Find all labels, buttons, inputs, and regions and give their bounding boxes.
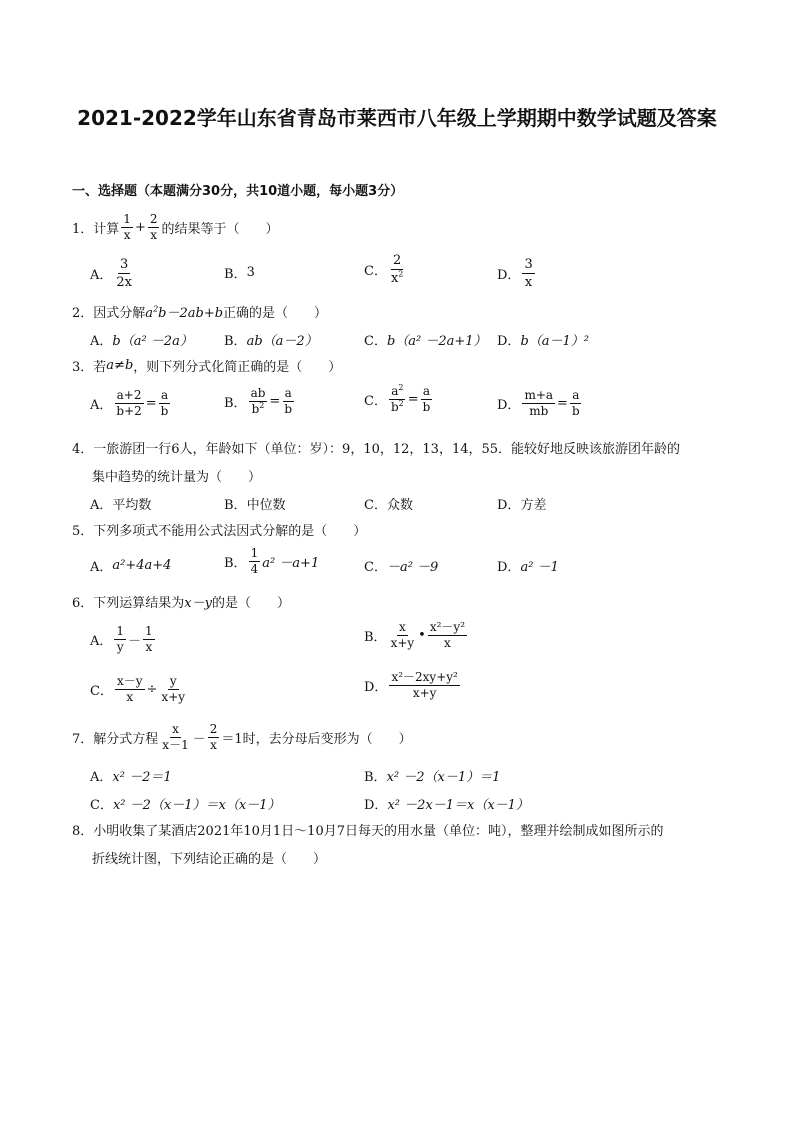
question-1 (72, 212, 279, 243)
numerator: x²－y² (429, 620, 466, 634)
fraction (389, 670, 459, 701)
question-text: 正确的是（ ） (223, 306, 328, 321)
option-d[interactable] (497, 556, 559, 575)
numerator: ab (250, 386, 266, 400)
option-text: 方差 (520, 498, 547, 513)
option-text: x² －2（x－1）＝1 (386, 770, 501, 785)
question-number: 8． (72, 824, 94, 839)
numerator: a+2 (116, 388, 142, 402)
option-label: D． (364, 680, 388, 695)
numerator: y (169, 674, 177, 688)
expression-part: a (145, 306, 154, 321)
question-text: 的结果等于（ ） (161, 222, 279, 237)
option-d[interactable] (497, 388, 584, 419)
exponent: 2 (398, 383, 404, 392)
question-8 (72, 820, 664, 839)
denominator (250, 402, 267, 417)
option-d[interactable] (364, 794, 529, 813)
denominator: mb (529, 404, 549, 418)
denominator: x (210, 738, 217, 752)
fraction (159, 674, 187, 705)
exponent: 2 (153, 304, 159, 314)
question-3 (72, 356, 341, 375)
denominator (389, 400, 406, 415)
option-d[interactable] (497, 256, 537, 291)
option-c[interactable] (364, 330, 487, 349)
denominator: x (123, 228, 131, 242)
expression: x－y (184, 596, 212, 611)
fraction (249, 546, 261, 577)
fraction (421, 384, 433, 415)
fraction (570, 388, 582, 419)
option-label: C． (364, 334, 387, 349)
option-d[interactable] (364, 670, 462, 701)
option-text: a² －a+1 (262, 556, 320, 571)
option-label: B． (224, 556, 247, 571)
option-text: －a² －9 (386, 560, 439, 575)
question-text: ＝1时，去分母后变形为（ ） (221, 732, 412, 747)
question-text: ，则下列分式化简正确的是（ ） (133, 360, 342, 375)
option-text: b（a² －2a） (112, 334, 193, 349)
question-4 (72, 438, 680, 457)
fraction (121, 212, 133, 243)
numerator: a (572, 388, 580, 402)
denominator: 4 (250, 562, 259, 576)
option-label: B． (224, 396, 247, 411)
option-label: A． (90, 634, 113, 649)
option-text: x² －2（x－1）＝x（x－1） (112, 798, 281, 813)
option-label: D． (497, 560, 521, 575)
fraction (159, 388, 171, 419)
condition: a≠b (106, 358, 134, 373)
option-label: C． (364, 498, 387, 513)
option-label: A． (90, 268, 113, 283)
question-number: 7． (72, 732, 94, 747)
option-label: D． (364, 798, 388, 813)
section-heading: 一、选择题（本题满分30分，共10道小题，每小题3分） (72, 184, 404, 199)
numerator: 3 (524, 257, 533, 272)
question-number: 2． (72, 306, 94, 321)
numerator: 1 (123, 212, 131, 226)
question-text-continued: 折线统计图，下列结论正确的是（ ） (92, 852, 327, 867)
option-b[interactable] (224, 330, 318, 349)
operator: － (192, 732, 206, 747)
option-d[interactable] (497, 494, 546, 513)
denominator: x+y (390, 636, 415, 650)
denominator-base: b (251, 402, 260, 416)
question-text: 的是（ ） (211, 596, 290, 611)
denominator-base: b (390, 400, 399, 414)
denominator: y (116, 640, 124, 654)
option-a[interactable] (90, 388, 172, 419)
question-text: 解分式方程 (93, 732, 159, 747)
option-a[interactable] (90, 330, 193, 349)
fraction (522, 388, 555, 419)
option-label: C． (364, 560, 387, 575)
option-c[interactable] (364, 494, 413, 513)
question-text: 下列运算结果为 (93, 596, 185, 611)
option-c[interactable] (364, 252, 407, 287)
denominator: x+y (412, 686, 437, 700)
question-number: 1． (72, 222, 94, 237)
denominator: 2x (116, 275, 132, 290)
option-label: B． (364, 770, 387, 785)
option-label: B． (224, 267, 247, 282)
fraction (282, 386, 294, 417)
page-title: 2021-2022学年山东省青岛市莱西市八年级上学期期中数学试题及答案 (77, 106, 717, 130)
option-label: B． (224, 498, 247, 513)
option-label: D． (497, 334, 521, 349)
numerator: x²－2xy+y² (391, 670, 458, 684)
option-c[interactable] (90, 794, 280, 813)
question-number: 6． (72, 596, 94, 611)
option-text: b（a－1）² (520, 334, 589, 349)
numerator: m+a (524, 388, 554, 402)
numerator: 2 (149, 212, 158, 226)
numerator: a (160, 388, 169, 402)
option-a[interactable] (90, 256, 136, 291)
option-c[interactable] (364, 384, 434, 415)
option-b[interactable] (224, 386, 296, 417)
fraction (522, 256, 534, 291)
option-a[interactable] (90, 494, 151, 513)
option-label: C． (364, 394, 387, 409)
option-text: 3 (246, 265, 255, 280)
numerator: a (284, 386, 292, 400)
numerator: 2 (393, 253, 402, 268)
option-text: 众数 (386, 498, 413, 513)
fraction (249, 386, 268, 417)
exponent: 2 (398, 399, 404, 408)
operator: + (134, 220, 146, 235)
denominator: x (524, 275, 533, 290)
option-text: a²+4a+4 (112, 558, 172, 573)
option-b[interactable] (224, 263, 255, 282)
option-b[interactable] (224, 494, 286, 513)
denominator: x (126, 690, 134, 704)
option-text: 平均数 (112, 498, 152, 513)
question-text: 小明收集了某酒店2021年10月1日～10月7日每天的用水量（单位：吨），整理并绘制成如图所示的 (93, 824, 664, 839)
option-label: B． (224, 334, 247, 349)
operator: • (418, 628, 426, 643)
question-text: 一旅游团一行6人，年龄如下（单位：岁）：9，10，12，13，14，55．能较好地反映该旅游团年龄的 (93, 442, 681, 457)
option-b[interactable] (364, 620, 469, 651)
option-label: A． (90, 560, 113, 575)
question-number: 5． (72, 524, 94, 539)
option-label: C． (364, 264, 387, 279)
exponent: 2 (259, 401, 265, 410)
option-label: D． (497, 498, 521, 513)
numerator (389, 384, 405, 400)
question-5 (72, 520, 366, 539)
option-label: A． (90, 398, 113, 413)
denominator: x－1 (162, 738, 189, 752)
option-d[interactable] (497, 330, 589, 349)
option-a[interactable] (90, 766, 172, 785)
denominator: b (284, 402, 292, 416)
option-a[interactable] (90, 556, 171, 575)
option-label: D． (497, 268, 521, 283)
question-6 (72, 592, 290, 611)
denominator: b (160, 404, 169, 418)
operator: ÷ (146, 682, 158, 697)
equals-sign: = (145, 396, 157, 411)
equals-sign: = (557, 396, 568, 411)
operator: － (128, 634, 142, 649)
option-label: C． (90, 684, 113, 699)
fraction (160, 722, 190, 753)
option-text: ab（a－2） (246, 334, 318, 349)
fraction (208, 722, 220, 753)
option-label: C． (90, 798, 113, 813)
question-7 (72, 722, 412, 753)
question-number: 3． (72, 360, 94, 375)
question-text: 计算 (93, 222, 120, 237)
denominator: b (422, 400, 431, 414)
option-label: A． (90, 770, 113, 785)
numerator: 1 (116, 624, 125, 638)
option-c[interactable] (364, 556, 438, 575)
option-text: a² －1 (520, 560, 559, 575)
option-label: D． (497, 398, 521, 413)
question-text: 因式分解 (93, 306, 146, 321)
fraction (389, 252, 405, 287)
option-text: b（a² －2a+1） (386, 334, 487, 349)
exponent: 2 (398, 269, 404, 279)
option-a[interactable] (90, 624, 157, 655)
question-text: 下列多项式不能用公式法因式分解的是（ ） (93, 524, 367, 539)
fraction (428, 620, 467, 651)
numerator: 1 (250, 546, 259, 560)
option-c[interactable] (90, 674, 189, 705)
question-number: 4． (72, 442, 94, 457)
question-text-continued: 集中趋势的统计量为（ ） (92, 470, 262, 485)
denominator: x (145, 640, 153, 654)
numerator: a (422, 384, 431, 398)
fraction (389, 384, 406, 415)
fraction (114, 256, 134, 291)
option-text: x² －2＝1 (112, 770, 172, 785)
denominator (389, 270, 405, 287)
denominator: b+2 (116, 404, 142, 418)
fraction (143, 624, 155, 655)
equals-sign: = (269, 394, 281, 409)
fraction (114, 388, 143, 419)
option-b[interactable] (224, 546, 319, 577)
numerator: 3 (120, 257, 129, 272)
question-text: 若 (93, 360, 107, 375)
fraction (389, 620, 417, 651)
expression-part: b－2ab+b (158, 306, 224, 321)
expression (145, 302, 223, 321)
fraction (115, 674, 145, 705)
numerator: x－y (116, 674, 143, 688)
option-label: B． (364, 630, 387, 645)
denominator: x (150, 228, 158, 242)
option-label: A． (90, 498, 113, 513)
option-b[interactable] (364, 766, 500, 785)
numerator: x (398, 620, 406, 634)
denominator: x (444, 636, 451, 650)
option-text: x² －2x－1＝x（x－1） (387, 798, 529, 813)
denominator: x+y (161, 690, 186, 704)
option-text: 中位数 (246, 498, 286, 513)
numerator: x (172, 722, 179, 736)
numerator: 1 (145, 624, 153, 638)
fraction (148, 212, 160, 243)
equals-sign: = (407, 392, 419, 407)
denominator-base: x (390, 271, 399, 286)
question-2 (72, 302, 327, 321)
numerator: 2 (209, 722, 218, 736)
numerator-base: a (391, 384, 399, 398)
option-label: A． (90, 334, 113, 349)
fraction (114, 624, 126, 655)
denominator: b (571, 404, 580, 418)
